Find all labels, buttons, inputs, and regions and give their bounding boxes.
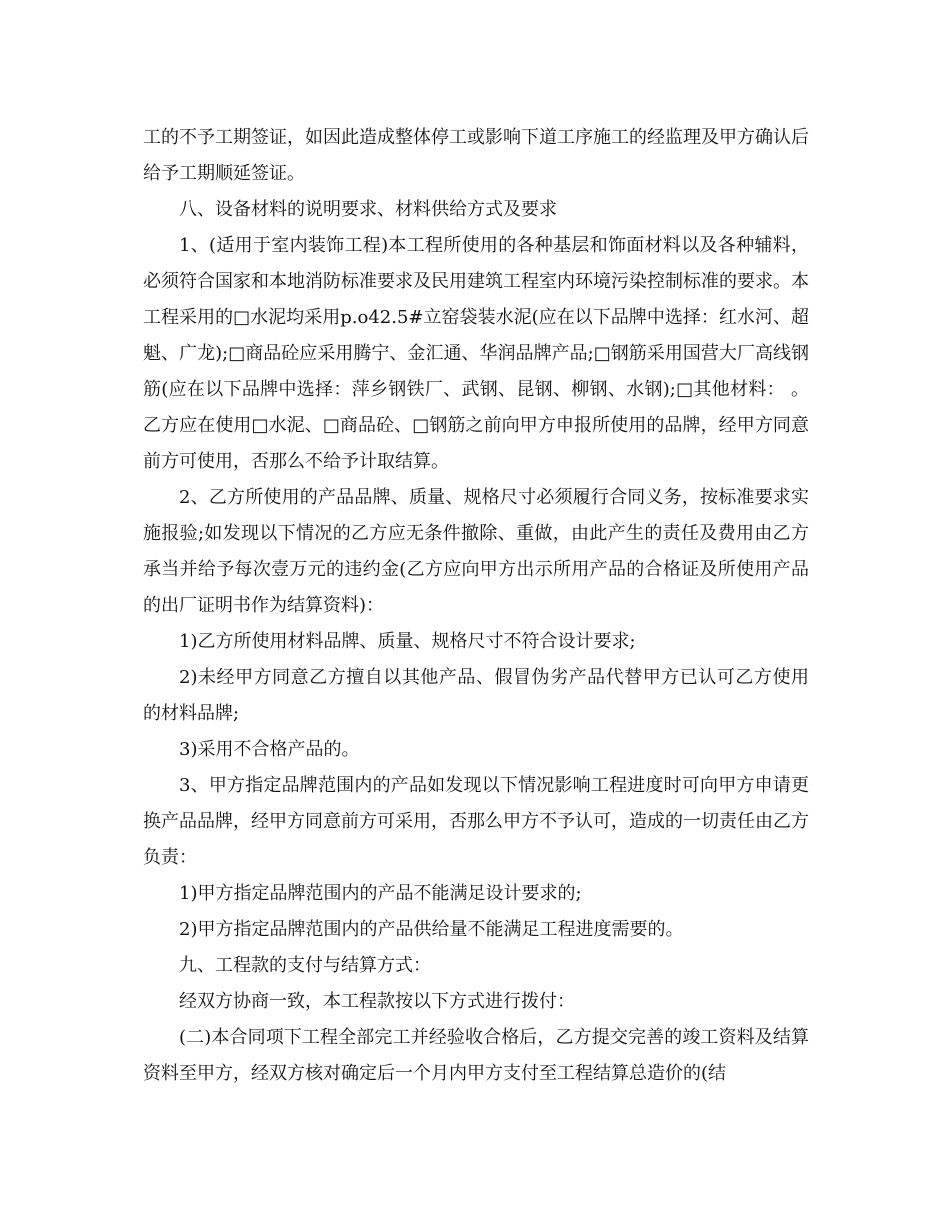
list-item-3-1: 1)甲方指定品牌范围内的产品不能满足设计要求的;: [179, 883, 582, 904]
section-heading-8: 八、设备材料的说明要求、材料供给方式及要求: [179, 199, 557, 220]
paragraph-payment-2: (二)本合同项下工程全部完工并经验收合格后，乙方提交完善的竣工资料及结算资料至甲方，经双方核对确定后一个月内甲方支付至工程结算总造价的(结: [143, 1027, 809, 1084]
section-heading-9: 九、工程款的支付与结算方式：: [179, 955, 431, 976]
list-item-2-2: 2)未经甲方同意乙方擅自以其他产品、假冒伪劣产品代替甲方已认可乙方使用的材料品牌;: [143, 667, 809, 724]
document-body: [143, 120, 809, 1092]
paragraph-clause-3: 3、甲方指定品牌范围内的产品如发现以下情况影响工程进度时可向甲方申请更换产品品牌，经甲方同意前方可采用，否那么甲方不予认可，造成的一切责任由乙方负责：: [143, 775, 809, 868]
paragraph-clause-1: 1、(适用于室内装饰工程)本工程所使用的各种基层和饰面材料以及各种辅料，必须符合国家和本地消防标准要求及民用建筑工程室内环境污染控制标准的要求。本工程采用的□水泥均采用p.o42.5#立窑袋装水泥(应在以下品牌中选择：红水河、超魁、广龙);□商品砼应采用腾宁、金汇通、华润品牌产品;□钢筋采用国营大厂高线钢筋(应在以下品牌中选择：萍乡钢铁厂、武钢、昆钢、柳钢、水钢);□其他材料： 。乙方应在使用□水泥、□商品砼、□钢筋之前向甲方申报所使用的品牌，经甲方同意前方可使用，否那么不给予计取结算。: [143, 235, 809, 472]
list-item-3-2: 2)甲方指定品牌范围内的产品供给量不能满足工程进度需要的。: [179, 919, 684, 940]
list-item-2-1: 1)乙方所使用材料品牌、质量、规格尺寸不符合设计要求;: [179, 631, 636, 652]
paragraph-payment-intro: 经双方协商一致，本工程款按以下方式进行拨付：: [179, 991, 575, 1012]
paragraph-clause-2: 2、乙方所使用的产品品牌、质量、规格尺寸必须履行合同义务，按标准要求实施报验;如发现以下情况的乙方应无条件撤除、重做，由此产生的责任及费用由乙方承当并给予每次壹万元的违约金(乙方应向甲方出示所用产品的合格证及所使用产品的出厂证明书作为结算资料)：: [143, 487, 809, 616]
paragraph-continuation: 工的不予工期签证，如因此造成整体停工或影响下道工序施工的经监理及甲方确认后给予工期顺延签证。: [143, 127, 809, 184]
list-item-2-3: 3)采用不合格产品的。: [179, 739, 360, 760]
